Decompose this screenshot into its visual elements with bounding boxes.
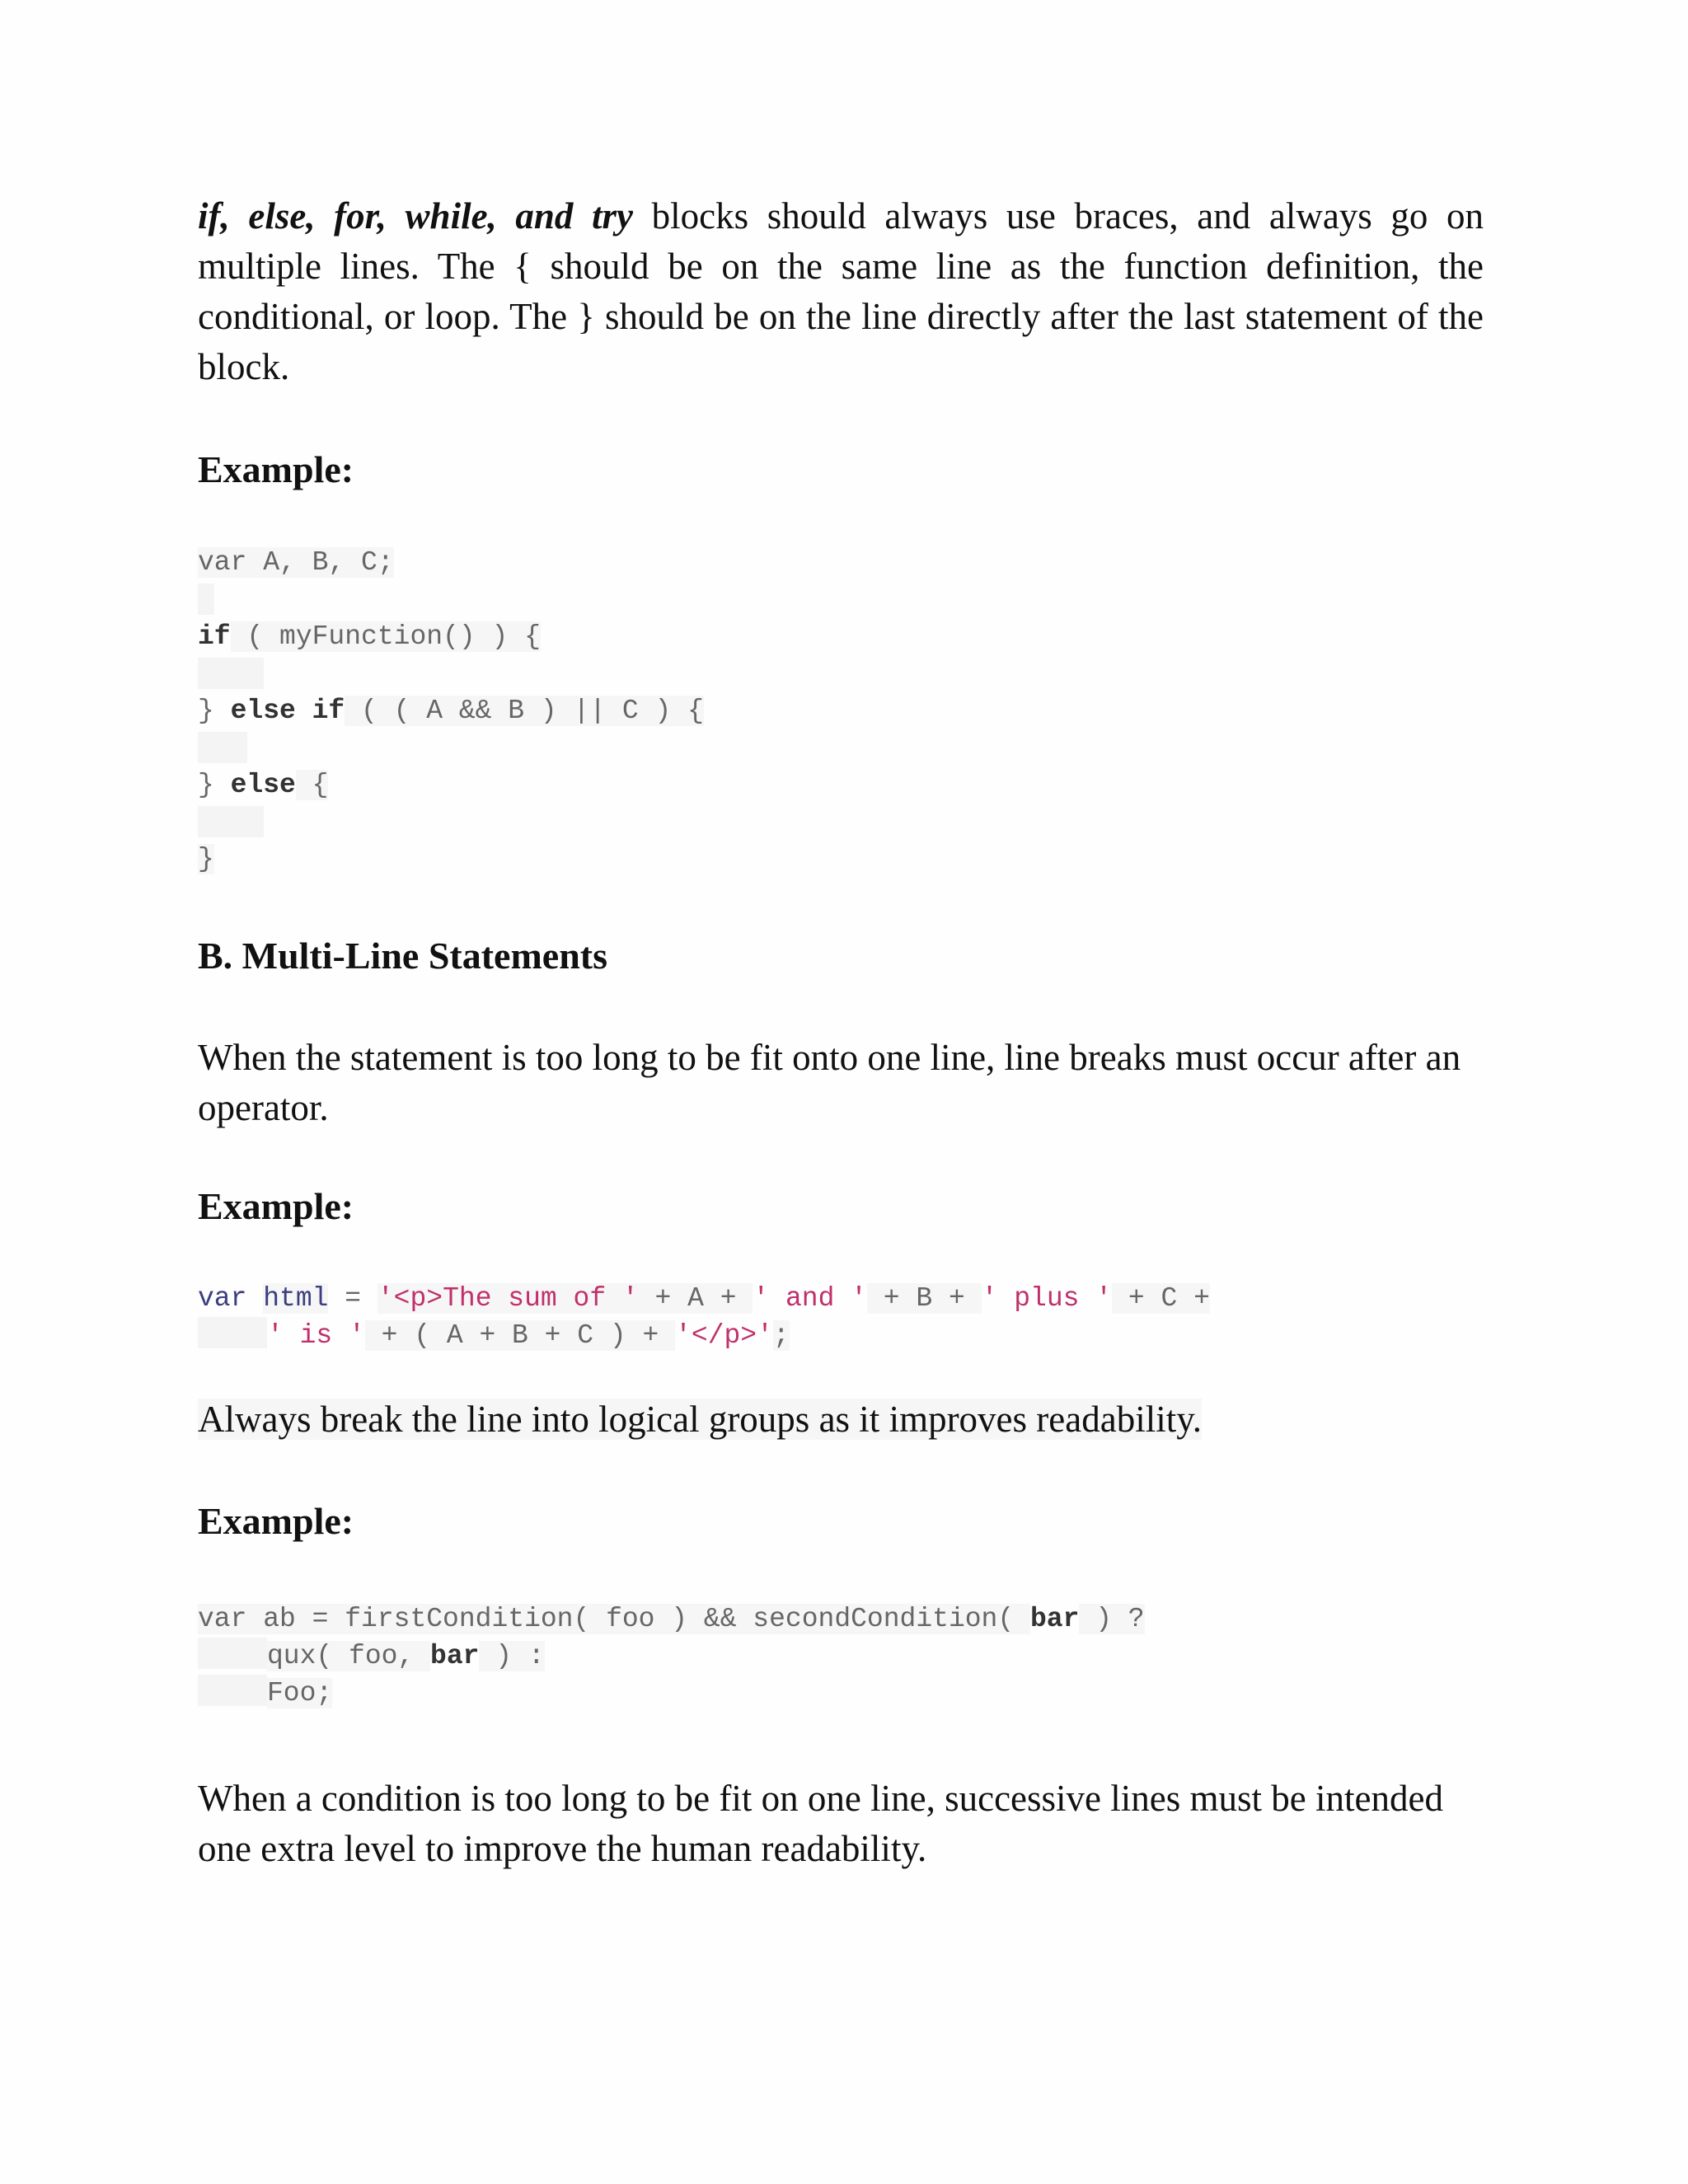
- example-label-1: Example:: [198, 448, 354, 490]
- code-line: Foo;: [198, 1675, 1145, 1712]
- line-break-rule-paragraph: When the statement is too long to be fit onto one line, line breaks must occur after an operator.: [198, 1037, 1461, 1128]
- code-line-blank: [198, 581, 704, 618]
- code-line: var ab = firstCondition( foo ) && secondCondition( bar ) ?: [198, 1604, 1145, 1634]
- code-line: qux( foo, bar ) :: [198, 1638, 1145, 1675]
- code-line: var A, B, C;: [198, 547, 394, 578]
- code-example-ternary: [198, 1601, 1145, 1712]
- braces-rule-paragraph: [198, 191, 1484, 392]
- code-line: }: [198, 844, 214, 874]
- condition-indent-paragraph: When a condition is too long to be fit on one line, successive lines must be intended one extra level to improve the human readability.: [198, 1778, 1443, 1869]
- code-line: if ( myFunction() ) {: [198, 621, 541, 652]
- code-line: } else if ( ( A && B ) || C ) {: [198, 696, 704, 726]
- block-keywords: if, else, for, while, and try: [198, 195, 634, 237]
- example-label-3: Example:: [198, 1500, 354, 1542]
- code-line: var html = '<p>The sum of ' + A + ' and ' + B + ' plus ' + C +: [198, 1283, 1210, 1314]
- example-label-2: Example:: [198, 1185, 354, 1227]
- logical-groups-paragraph: Always break the line into logical groups as it improves readability.: [198, 1399, 1203, 1440]
- code-line-blank: [198, 729, 704, 766]
- code-line-blank: [198, 655, 704, 692]
- code-line: ' is ' + ( A + B + C ) + '</p>';: [198, 1317, 1210, 1354]
- code-example-string-concat: [198, 1280, 1210, 1354]
- code-example-if-else: [198, 544, 704, 878]
- braces-rule-text: blocks should always use braces, and always go on multiple lines. The { should be on the same line as the function definition, the conditional, or loop. The } should be on the line directly after the last statement of the block.: [198, 195, 1484, 387]
- section-b-title: B. Multi-Line Statements: [198, 935, 608, 977]
- code-line-blank: [198, 804, 704, 841]
- code-line: } else {: [198, 770, 329, 800]
